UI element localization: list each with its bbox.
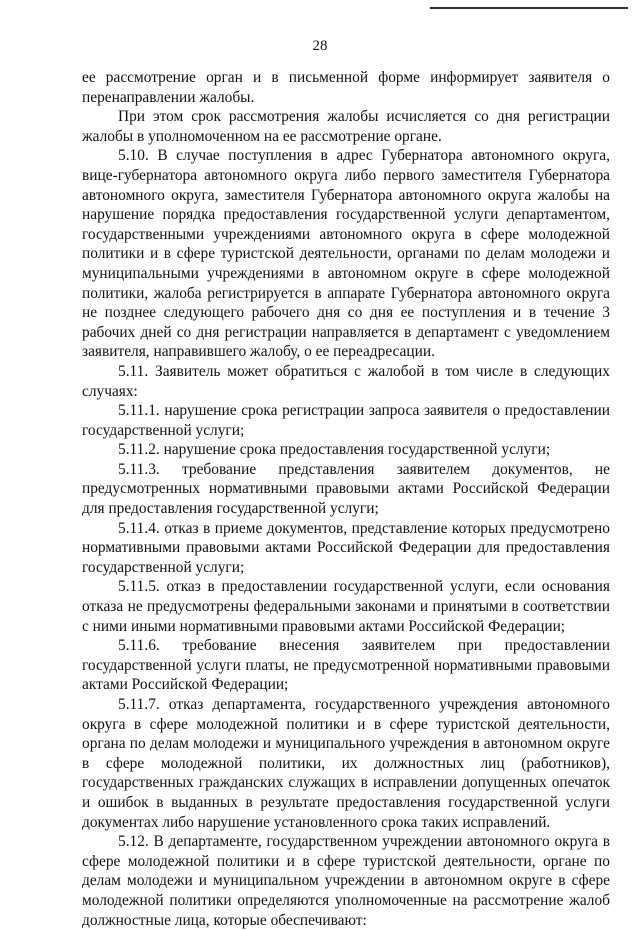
- paragraph-5-10: 5.10. В случае поступления в адрес Губернатора автономного округа, вице-губернатора автономного округа либо первого заместителя Губернатора автономного округа, заместителя Губернатора автономного округа жалобы на нарушение порядка предоставления государственной услуги департаментом, государственными учреждениями автономного округа в сфере молодежной политики и в сфере туристской деятельности, органами по делам молодежи и муниципальными учреждениями в автономном округе в сфере молодежной политики, жалоба регистрируется в аппарате Губернатора автономного округа не позднее следующего рабочего дня со дня ее поступления и в течение 3 рабочих дней со дня регистрации направляется в департамент с уведомлением заявителя, направившего жалобу, о ее переадресации.: [82, 147, 610, 361]
- paragraph-5-11-5: 5.11.5. отказ в предоставлении государственной услуги, если основания отказа не предусмотрены федеральными законами и принятыми в соответствии с ними иными нормативными правовыми актами Российской Федерации;: [82, 578, 610, 635]
- paragraph-5-11-3: 5.11.3. требование представления заявителем документов, не предусмотренных нормативными правовыми актами Российской Федерации для предоставления государственной услуги;: [82, 460, 610, 518]
- page-number: 28: [312, 38, 328, 54]
- paragraph: При этом срок рассмотрения жалобы исчисляется со дня регистрации жалобы в уполномоченном на ее рассмотрение органе.: [82, 108, 610, 145]
- paragraph-5-11-7: 5.11.7. отказ департамента, государственного учреждения автономного округа в сфере молодежной политики и в сфере туристской деятельности, органа по делам молодежи и муниципального учреждения в автономном округе в сфере молодежной политики, их должностных лиц (работников), государственных гражданских служащих в исправлении допущенных опечаток и ошибок в выданных в результате предоставления государственной услуги документах либо нарушение установленного срока таких исправлений.: [82, 696, 610, 831]
- header-rule: [430, 7, 628, 9]
- paragraph-5-11-2: 5.11.2. нарушение срока предоставления государственной услуги;: [118, 441, 551, 459]
- document-body: [82, 68, 610, 930]
- paragraph-5-11-4: 5.11.4. отказ в приеме документов, представление которых предусмотрено нормативными правовыми актами Российской Федерации для предоставления государственной услуги;: [82, 519, 610, 576]
- paragraph: ее рассмотрение орган и в письменной форме информирует заявителя о перенаправлении жалобы.: [82, 69, 610, 106]
- paragraph-5-11-1: 5.11.1. нарушение срока регистрации запроса заявителя о предоставлении государственной услуги;: [82, 402, 610, 439]
- paragraph-5-12: 5.12. В департаменте, государственном учреждении автономного округа в сфере молодежной политики и в сфере туристской деятельности, органе по делам молодежи и муниципальном учреждении в автономном округе в сфере молодежной политики определяются уполномоченные на рассмотрение жалоб должностные лица, которые обеспечивают:: [82, 833, 610, 929]
- paragraph-5-11-6: 5.11.6. требование внесения заявителем при предоставлении государственной услуги платы, не предусмотренной нормативными правовыми актами Российской Федерации;: [82, 637, 610, 694]
- paragraph-5-11: 5.11. Заявитель может обратиться с жалобой в том числе в следующих случаях:: [82, 362, 610, 400]
